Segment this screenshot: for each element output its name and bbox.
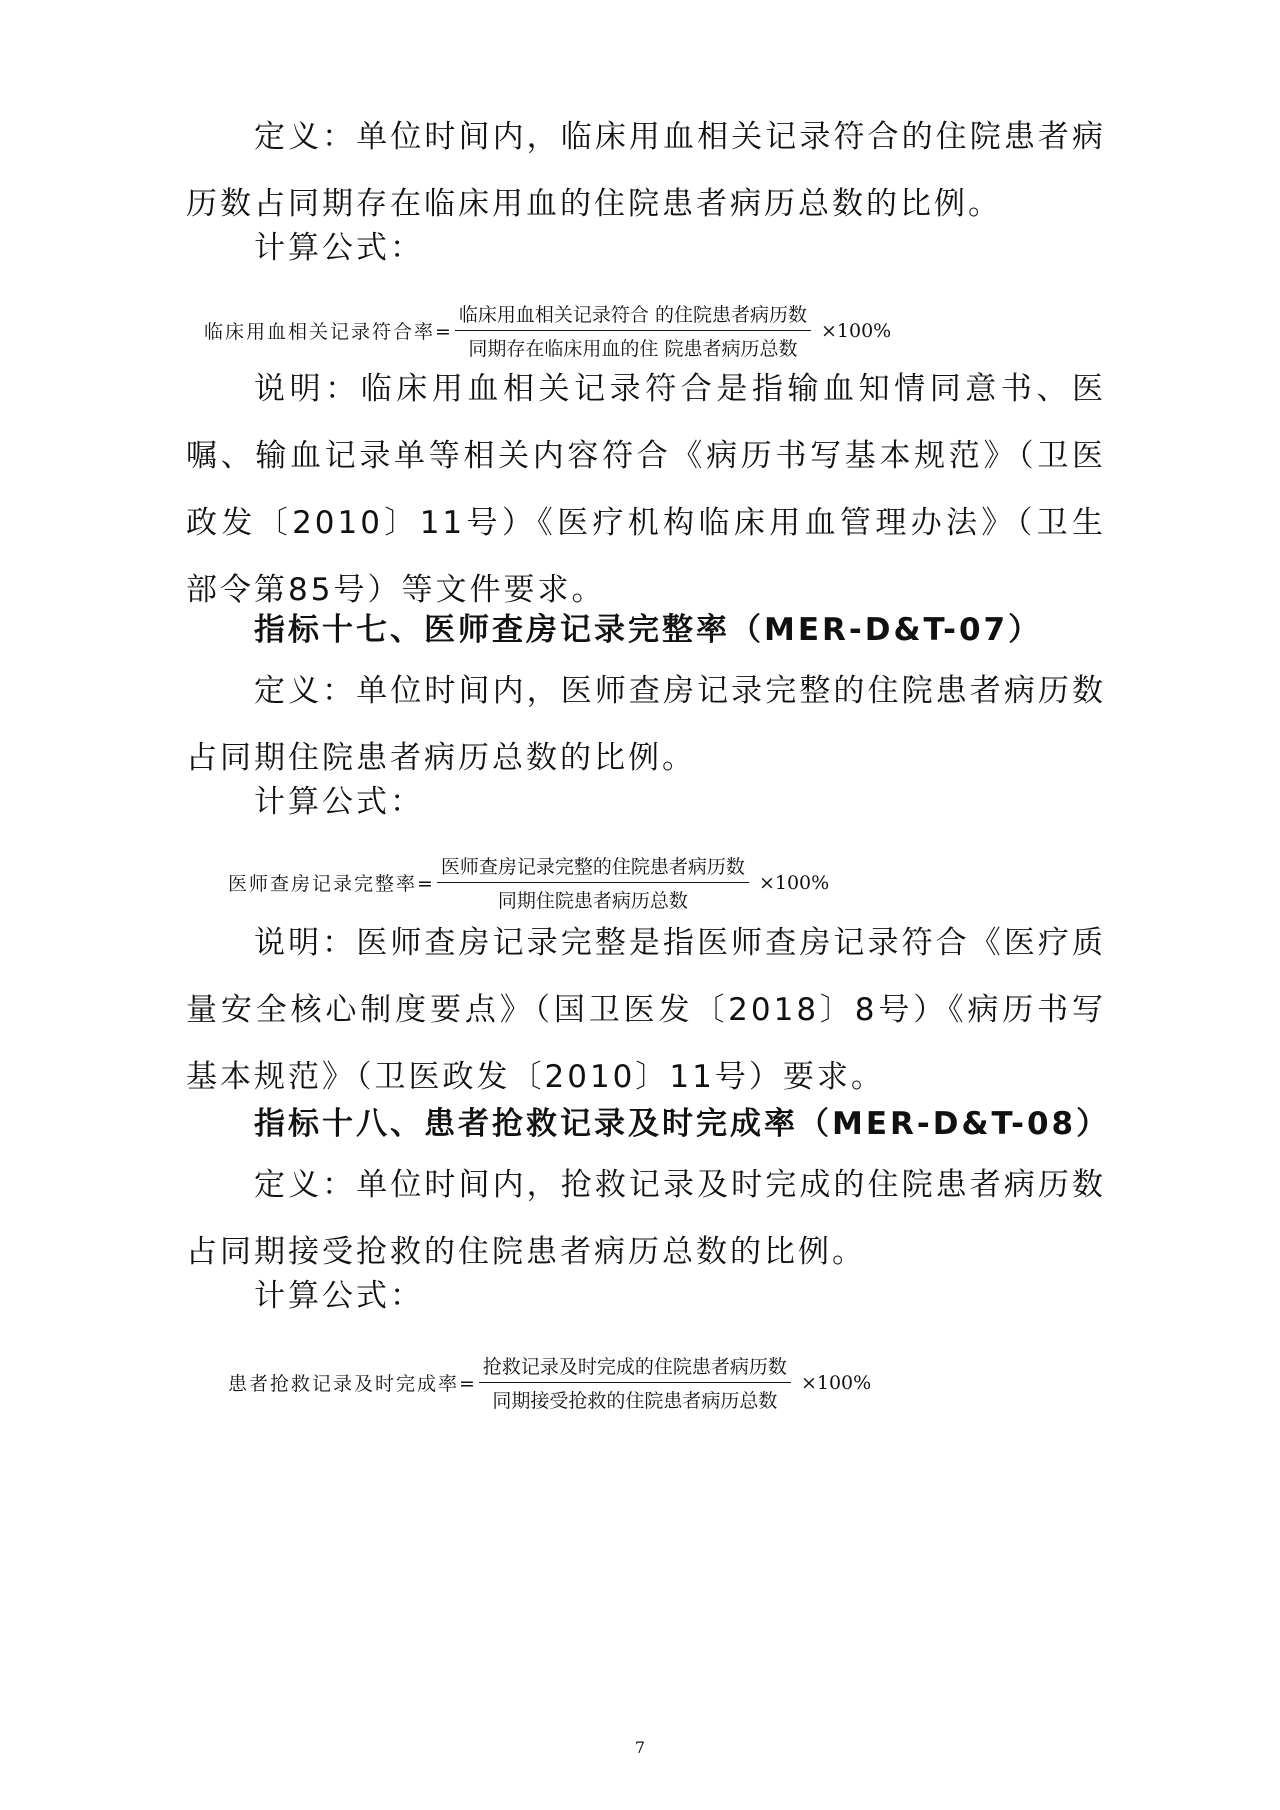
formula-multiplier: ×100% [758,871,830,894]
formula-multiplier: ×100% [800,1371,872,1394]
page-number: 7 [634,1738,646,1757]
formula-lhs: 临床用血相关记录符合率= [204,321,453,343]
formula-numerator: 抢救记录及时完成的住院患者病历数 [479,1352,791,1383]
note-paragraph-1: 说明：临床用血相关记录符合是指输血知情同意书、医嘱、输血记录单等相关内容符合《病历书写基本规范》（卫医政发〔2010〕11号）《医疗机构临床用血管理办法》（卫生部令第85号）等文件要求。 [186,371,1106,608]
formula-denominator: 同期接受抢救的住院患者病历总数 [492,1390,778,1412]
note-paragraph-2: 说明：医师查房记录完整是指医师查房记录符合《医疗质量安全核心制度要点》（国卫医发〔2018〕8号）《病历书写基本规范》（卫医政发〔2010〕11号）要求。 [186,925,1106,1095]
formula-fraction [479,1352,791,1413]
formula-1 [204,300,891,361]
formula-fraction [437,852,749,913]
definition-paragraph-2: 定义：单位时间内，医师查房记录完整的住院患者病历数占同期住院患者病历总数的比例。 [186,673,1106,776]
definition-paragraph-3: 定义：单位时间内，抢救记录及时完成的住院患者病历数占同期接受抢救的住院患者病历总数的比例。 [186,1167,1106,1270]
formula-multiplier: ×100% [820,319,892,342]
formula-lhs: 患者抢救记录及时完成率= [228,1373,477,1395]
formula-denominator: 同期住院患者病历总数 [497,890,688,912]
formula-denominator: 同期存在临床用血的住 院患者病历总数 [468,338,798,360]
formula-3 [228,1352,871,1413]
formula-2 [228,852,829,913]
definition-paragraph-1: 定义：单位时间内，临床用血相关记录符合的住院患者病历数占同期存在临床用血的住院患者病历总数的比例。 [186,119,1106,222]
formula-label-1: 计算公式： [254,230,424,266]
indicator-17-heading: 指标十七、医师查房记录完整率（MER-D&T-07） [254,612,1043,648]
formula-numerator: 医师查房记录完整的住院患者病历数 [437,852,749,883]
formula-fraction [455,300,811,361]
formula-label-2: 计算公式： [254,784,424,820]
formula-label-3: 计算公式： [254,1278,424,1314]
indicator-18-heading: 指标十八、患者抢救记录及时完成率（MER-D&T-08） [254,1106,1111,1142]
formula-numerator: 临床用血相关记录符合 的住院患者病历数 [455,300,811,331]
formula-lhs: 医师查房记录完整率= [228,873,435,895]
